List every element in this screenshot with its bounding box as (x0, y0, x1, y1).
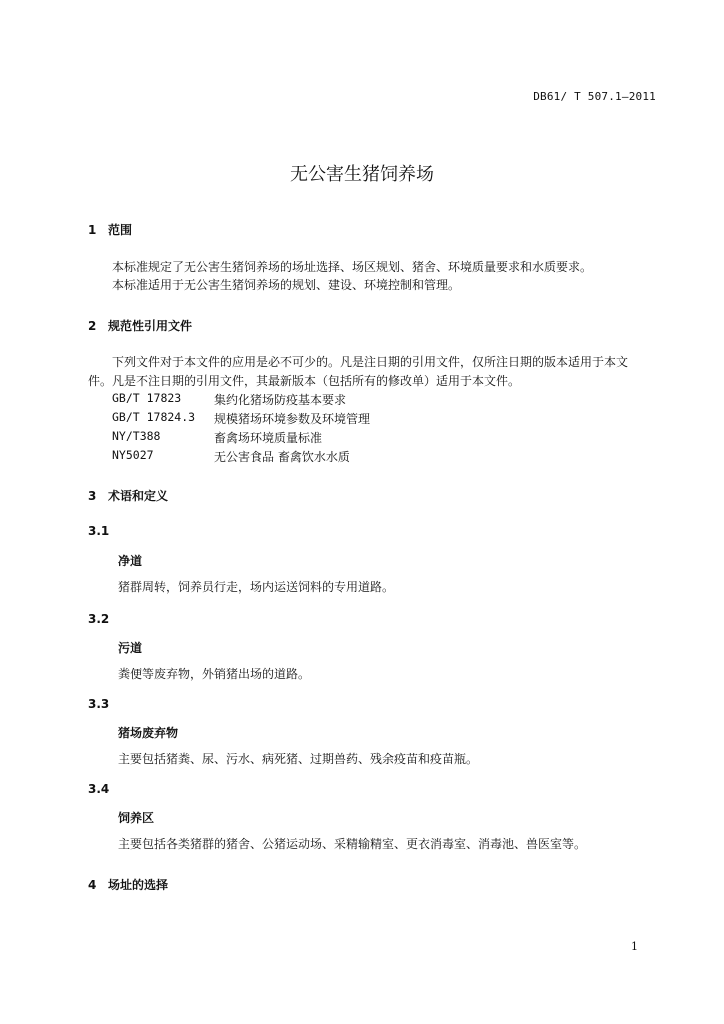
reference-title: 畜禽场环境质量标准 (214, 431, 323, 445)
section-number: 1 (88, 223, 97, 237)
section-number: 2 (88, 319, 97, 333)
reference-code: NY/T388 (112, 429, 161, 443)
term-number: 3.1 (88, 524, 110, 538)
term-name: 饲养区 (118, 811, 155, 825)
paragraph: 件。凡是不注日期的引用文件，其最新版本（包括所有的修改单）适用于本文件。 (88, 374, 521, 388)
term-number: 3.4 (88, 782, 110, 796)
reference-code: GB/T 17823 (112, 391, 182, 405)
reference-title: 无公害食品 畜禽饮水水质 (214, 450, 350, 464)
section-3-heading (88, 487, 168, 504)
paragraph: 本标准规定了无公害生猪饲养场的场址选择、场区规划、猪舍、环境质量要求和水质要求。 (112, 260, 593, 274)
term-definition: 主要包括猪粪、尿、污水、病死猪、过期兽药、残余疫苗和疫苗瓶。 (118, 752, 479, 766)
term-definition: 粪便等废弃物，外销猪出场的道路。 (118, 667, 311, 681)
term-number: 3.2 (88, 612, 110, 626)
term-name: 污道 (118, 641, 143, 655)
term-number: 3.3 (88, 697, 110, 711)
reference-title: 集约化猪场防疫基本要求 (214, 393, 347, 407)
reference-code: NY5027 (112, 448, 154, 462)
paragraph: 下列文件对于本文件的应用是必不可少的。凡是注日期的引用文件，仅所注日期的版本适用于本文 (112, 355, 629, 369)
section-title: 规范性引用文件 (108, 319, 193, 333)
paragraph: 本标准适用于无公害生猪饲养场的规划、建设、环境控制和管理。 (112, 278, 461, 292)
section-title: 术语和定义 (108, 489, 169, 503)
term-name: 净道 (118, 554, 143, 568)
section-title: 场址的选择 (108, 878, 169, 892)
reference-code: GB/T 17824.3 (112, 410, 196, 424)
section-2-heading (88, 317, 192, 334)
section-title: 范围 (108, 223, 133, 237)
term-definition: 猪群周转，饲养员行走，场内运送饲料的专用道路。 (118, 580, 395, 594)
reference-title: 规模猪场环境参数及环境管理 (214, 412, 371, 426)
term-name: 猪场废弃物 (118, 726, 179, 740)
section-4-heading (88, 876, 168, 893)
section-1-heading (88, 221, 132, 238)
section-number: 4 (88, 878, 97, 892)
document-title: 无公害生猪饲养场 (290, 164, 434, 185)
page-number: 1 (631, 940, 638, 953)
term-definition: 主要包括各类猪群的猪舍、公猪运动场、采精输精室、更衣消毒室、消毒池、兽医室等。 (118, 837, 587, 851)
section-number: 3 (88, 489, 97, 503)
standard-number: DB61/ T 507.1—2011 (533, 90, 656, 103)
